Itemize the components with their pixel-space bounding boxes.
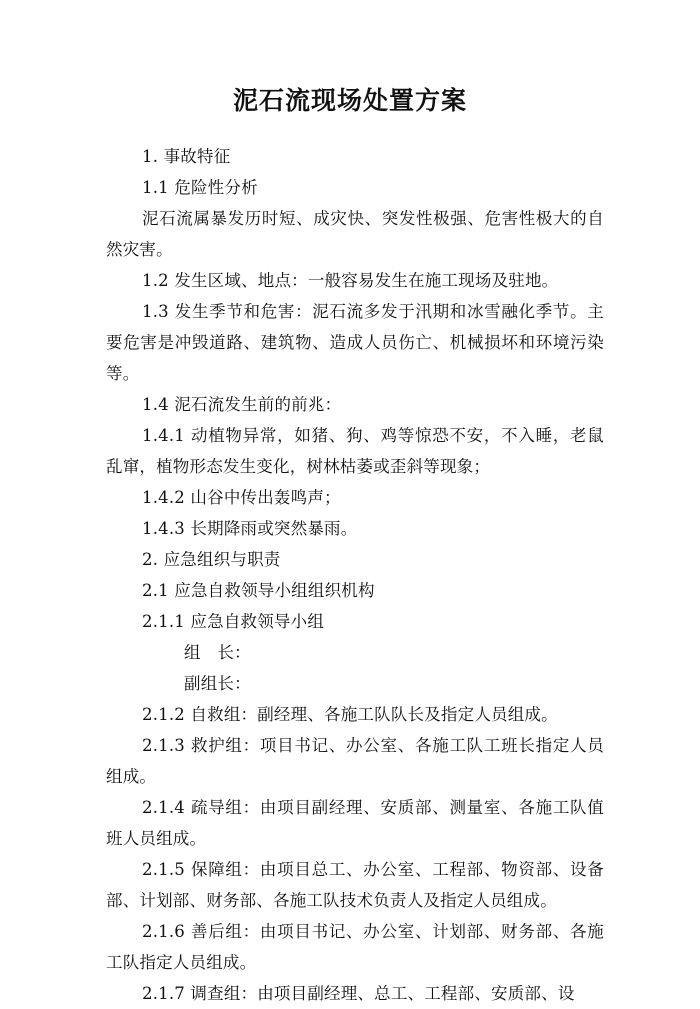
paragraph: 1.4.2 山谷中传出轰鸣声； bbox=[142, 488, 341, 507]
role-line-leader: 组 长： bbox=[184, 643, 251, 662]
paragraph: 2.1.3 救护组：项目书记、办公室、各施工队工班长指定人员组成。 bbox=[106, 736, 604, 786]
role-line-deputy: 副组长： bbox=[184, 674, 251, 693]
paragraph: 泥石流属暴发历时短、成灾快、突发性极强、危害性极大的自然灾害。 bbox=[106, 209, 604, 259]
paragraph: 1.3 发生季节和危害：泥石流多发于汛期和冰雪融化季节。主要危害是冲毁道路、建筑物、造成人员伤亡、机械损坏和环境污染等。 bbox=[106, 302, 604, 383]
document-body bbox=[106, 141, 604, 1009]
paragraph: 2.1.5 保障组：由项目总工、办公室、工程部、物资部、设备部、计划部、财务部、各施工队技术负责人及指定人员组成。 bbox=[106, 860, 604, 910]
subsection-heading: 2.1 应急自救领导小组组织机构 bbox=[142, 581, 375, 600]
paragraph: 2.1.6 善后组：由项目书记、办公室、计划部、财务部、各施工队指定人员组成。 bbox=[106, 922, 604, 972]
section-heading: 2. 应急组织与职责 bbox=[142, 550, 281, 569]
paragraph: 1.4.3 长期降雨或突然暴雨。 bbox=[142, 519, 358, 538]
paragraph: 2.1.2 自救组：副经理、各施工队队长及指定人员组成。 bbox=[142, 705, 558, 724]
section-heading: 1. 事故特征 bbox=[142, 147, 231, 166]
subsection-heading: 2.1.1 应急自救领导小组 bbox=[142, 612, 325, 631]
subsection-heading: 1.1 危险性分析 bbox=[142, 178, 258, 197]
subsection-heading: 1.4 泥石流发生前的前兆： bbox=[142, 395, 342, 414]
paragraph: 1.4.1 动植物异常，如猪、狗、鸡等惊恐不安，不入睡，老鼠乱窜，植物形态发生变化，树林枯萎或歪斜等现象； bbox=[106, 426, 604, 476]
paragraph: 1.2 发生区域、地点：一般容易发生在施工现场及驻地。 bbox=[142, 271, 559, 290]
page-title: 泥石流现场处置方案 bbox=[232, 86, 467, 115]
paragraph: 2.1.4 疏导组：由项目副经理、安质部、测量室、各施工队值班人员组成。 bbox=[106, 798, 604, 848]
paragraph: 2.1.7 调查组：由项目副经理、总工、工程部、安质部、设 bbox=[142, 984, 575, 1003]
